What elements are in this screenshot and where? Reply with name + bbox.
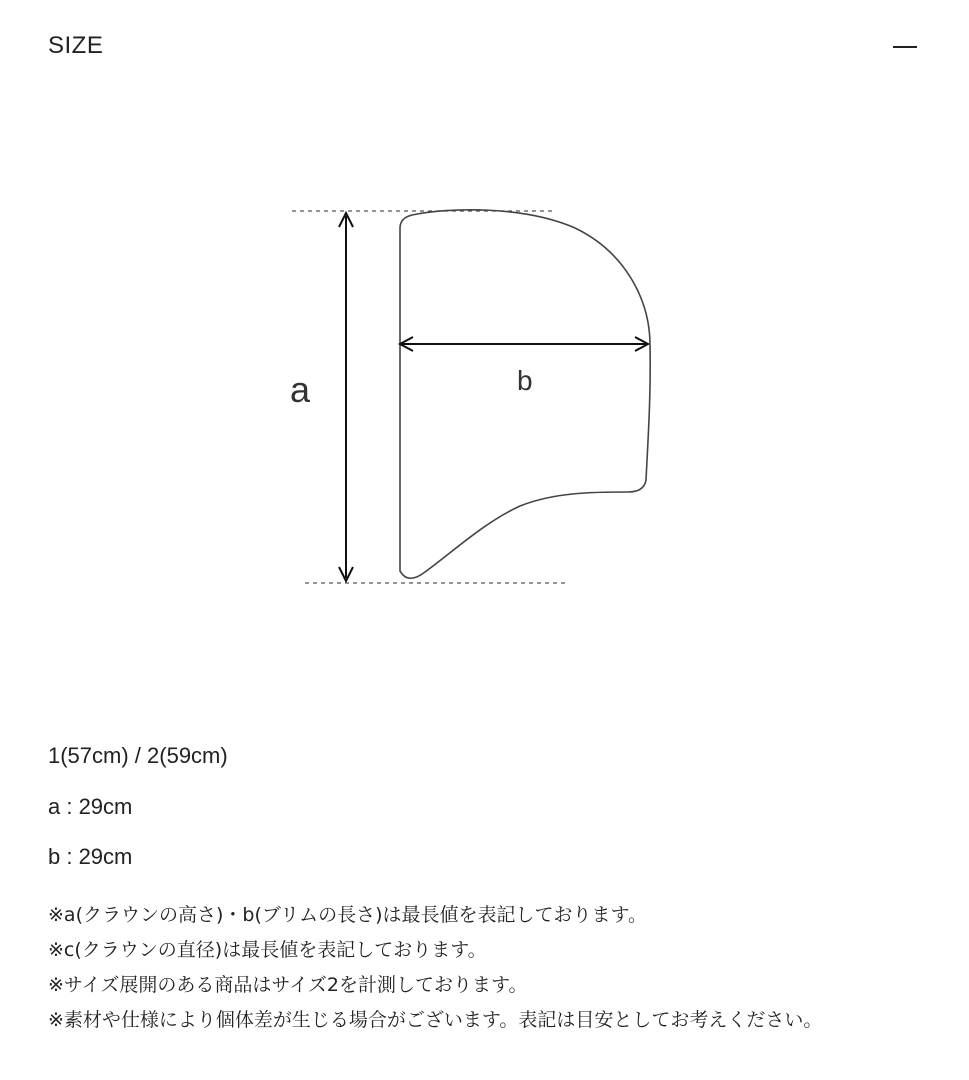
note-individual-difference: ※素材や仕様により個体差が生じる場合がございます。表記は目安としてお考えください。 [48, 1009, 823, 1031]
size-variants: 1(57cm) / 2(59cm) [48, 743, 228, 768]
size-a-value: a : 29cm [48, 794, 133, 819]
size-b-value: b : 29cm [48, 844, 133, 869]
note-size-variant: ※サイズ展開のある商品はサイズ2を計測しております。 [48, 974, 528, 996]
section-title: SIZE [48, 32, 104, 59]
size-notes [48, 898, 928, 1038]
label-b: b [517, 365, 533, 396]
note-measurement-c: ※c(クラウンの直径)は最長値を表記しております。 [48, 939, 487, 961]
note-measurement-a-b: ※a(クラウンの高さ)・b(ブリムの長さ)は最長値を表記しております。 [48, 904, 647, 926]
label-a: a [290, 369, 311, 410]
